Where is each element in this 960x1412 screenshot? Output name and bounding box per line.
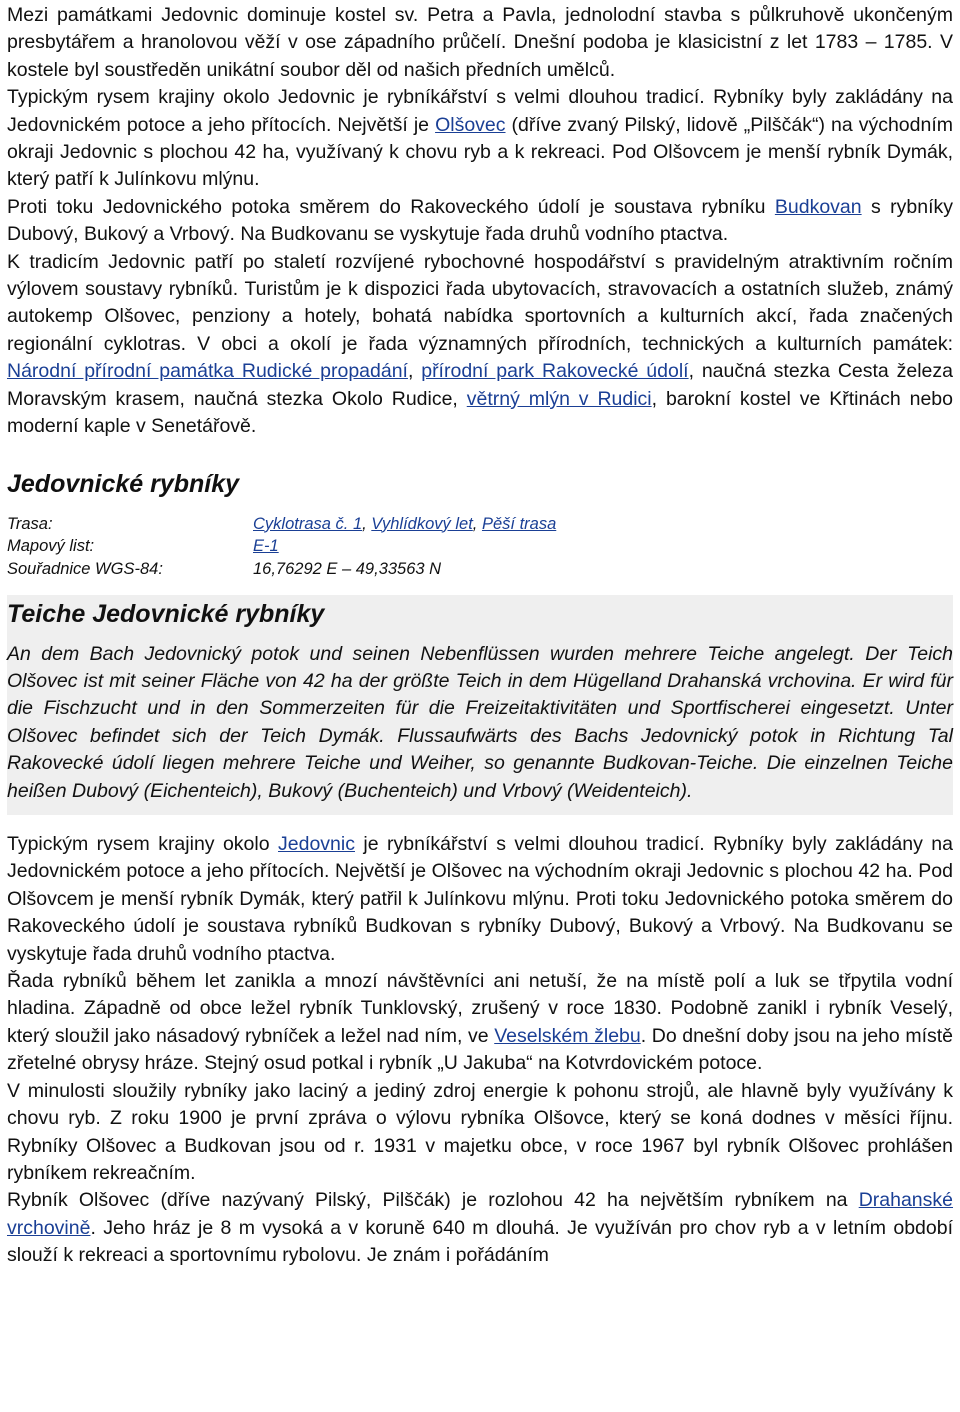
- text-run: je rybníkářství s velmi dlouhou tradicí. Rybníky byly zakládány na Jedovnickém potoce a jeho přítocích. Největší je Olšovec na východním okraji Jedovnic s plochou 42 ha. Pod Olšovcem je menší rybník Dymák, který patřil k Julínkovu mlýnu. Proti toku Jedovnického potoka směrem do Rakoveckého údolí je soustava rybníků Budkovan s rybníky Dubový, Bukový a Vrbový. Na Budkovanu se vyskytuje řada druhů vodního ptactva.: [7, 833, 953, 965]
- body-paragraph-ponds: [7, 831, 953, 968]
- link-map-sheet[interactable]: E-1: [253, 537, 279, 556]
- german-section: [7, 595, 953, 815]
- link-vetrny-mlyn[interactable]: větrný mlýn v Rudici: [466, 387, 652, 410]
- meta-row-coords: [7, 558, 953, 581]
- text-run: Rybník Olšovec (dříve nazývaný Pilský, Pilščák) je rozlohou 42 ha největším rybníkem na: [7, 1189, 859, 1212]
- intro-paragraph-ponds: [7, 84, 953, 194]
- text-run: ,: [472, 514, 482, 533]
- text-run: . Do dnešní doby jsou na jeho místě zřetelné obrysy hráze. Stejný osud potkal i rybník „U Jakuba“ na Kotvrdovickém potoce.: [7, 1024, 954, 1075]
- meta-value-coords: 16,76292 E – 49,33563 N: [253, 559, 442, 578]
- intro-paragraph-traditions: [7, 249, 953, 441]
- intro-paragraph-church: Mezi památkami Jedovnic dominuje kostel sv. Petra a Pavla, jednolodní stavba s půlkruhově ukončeným presbytářem a hranolovou věží v ose západního průčelí. Dnešní podoba je klasicistní z let 1783 – 1785. V kostele byl soustředěn unikátní soubor děl od našich předních umělců.: [7, 4, 953, 81]
- text-run: Řada rybníků během let zanikla a mnozí návštěvníci ani netuší, že na místě polí a luk se třpytila vodní hladina. Západně od obce ležel rybník Tunklovský, zrušený v roce 1830. Podobně zanikl i rybník Veselý, který sloužil jako násadový rybníček a ležel nad ním, ve: [7, 970, 953, 1047]
- meta-label-mapa: Mapový list:: [7, 537, 95, 556]
- link-jedovnic[interactable]: Jedovnic: [278, 833, 355, 856]
- text-run: Typickým rysem krajiny okolo Jedovnic je rybníkářství s velmi dlouhou tradicí. Rybníky byly zakládány na Jedovnickém potoce a jeho přítocích. Největší je: [7, 86, 953, 136]
- link-rakovecke-udoli[interactable]: přírodní park Rakovecké údolí: [421, 360, 689, 383]
- text-run: Proti toku Jedovnického potoka směrem do Rakoveckého údolí je soustava rybníku: [7, 195, 775, 218]
- text-run: K tradicím Jedovnic patří po staletí rozvíjené rybochovné hospodářství s pravidelným atraktivním ročním výlovem soustavy rybníků. Turistům je k dispozici řada ubytovacích, stravovacích a ostatních služeb, známý autokemp Olšovec, penziony a hotely, bohatá nabídka sportovních a kulturních akcí, řada značených regionální cyklotras. V obci a okolí je řada významných přírodních, technických a kulturních památek:: [7, 250, 953, 355]
- meta-label-coords: Souřadnice WGS-84:: [7, 559, 163, 578]
- body-paragraph-olsovec: [7, 1187, 953, 1269]
- text-run: ,: [407, 360, 422, 383]
- link-drahanska-vrchovina[interactable]: Drahanské vrchovině: [7, 1189, 953, 1239]
- czech-body: [7, 831, 953, 1270]
- link-budkovan[interactable]: Budkovan: [774, 195, 862, 218]
- meta-label-trasa: Trasa:: [7, 514, 53, 533]
- text-run: , barokní kostel ve Křtinách nebo moderní kaple v Senetářově.: [7, 387, 953, 438]
- text-run: Typickým rysem krajiny okolo: [7, 833, 279, 856]
- link-olsovec[interactable]: Olšovec: [435, 113, 506, 136]
- section-title-de: Teiche Jedovnické rybníky: [7, 599, 325, 628]
- text-run: , naučná stezka Cesta železa Moravským krasem, naučná stezka Okolo Rudice,: [7, 360, 953, 410]
- text-run: s rybníky Dubový, Bukový a Vrbový. Na Budkovanu se vyskytuje řada druhů vodního ptactva.: [7, 195, 954, 246]
- link-vyhlidkovy-let[interactable]: Vyhlídkový let: [371, 514, 473, 533]
- text-run: . Jeho hráz je 8 m vysoká a v koruně 640 m dlouhá. Je využíván pro chov ryb a v letním období slouží k rekreaci a sportovnímu rybolovu. Je znám i pořádáním: [7, 1216, 953, 1267]
- german-paragraph: An dem Bach Jedovnický potok und seinen Nebenflüssen wurden mehrere Teiche angelegt. Der Teich Olšovec ist mit seiner Fläche von 42 ha der größte Teich in dem Hügelland Drahanská vrchovina. Er wird für die Fischzucht und in den Sommerzeiten für die Freizeitaktivitäten und Sportfischerei eingesetzt. Unter Olšovec befindet sich der Teich Dymák. Flussaufwärts des Bachs Jedovnický potok in Richtung Tal Rakovecké údolí liegen mehrere Teiche und Weiher, so genannte Budkovan-Teiche. Die einzelnen Teiche heißen Dubový (Eichenteich), Bukový (Buchenteich) und Vrbový (Weidenteich).: [7, 642, 953, 802]
- link-cyklotrasa[interactable]: Cyklotrasa č. 1: [253, 514, 363, 533]
- text-run: ,: [362, 514, 372, 533]
- body-paragraph-history: V minulosti sloužily rybníky jako laciný a jediný zdroj energie k pohonu strojů, ale hlavně byly využívány k chovu ryb. Z roku 1900 je první zpráva o výlovu rybníka Olšovce, který se koná dodnes v měsíci říjnu. Rybníky Olšovec a Budkovan jsou od r. 1931 v majetku obce, v roce 1967 byl rybník Olšovec prohlášen rybníkem rekreačním.: [7, 1079, 953, 1184]
- intro-paragraph-budkovan: [7, 194, 953, 249]
- metadata-table: [7, 513, 953, 581]
- text-run: (dříve zvaný Pilský, lidově „Pilščák“) na východním okraji Jedovnic s plochou 42 ha, využívaný k chovu ryb a k rekreaci. Pod Olšovcem je menší rybník Dymák, který patří k Julínkovu mlýnu.: [7, 113, 953, 191]
- meta-row-mapa: [7, 535, 953, 558]
- link-veselsky-zleb[interactable]: Veselském žlebu: [494, 1024, 641, 1047]
- body-paragraph-defunct: [7, 968, 953, 1078]
- meta-row-trasa: [7, 513, 953, 536]
- link-rudicke-propadani[interactable]: Národní přírodní památka Rudické propadání: [7, 360, 408, 383]
- section-title-cz: Jedovnické rybníky: [7, 469, 240, 498]
- link-pesi-trasa[interactable]: Pěší trasa: [481, 514, 557, 533]
- meta-value-trasa: [253, 513, 556, 536]
